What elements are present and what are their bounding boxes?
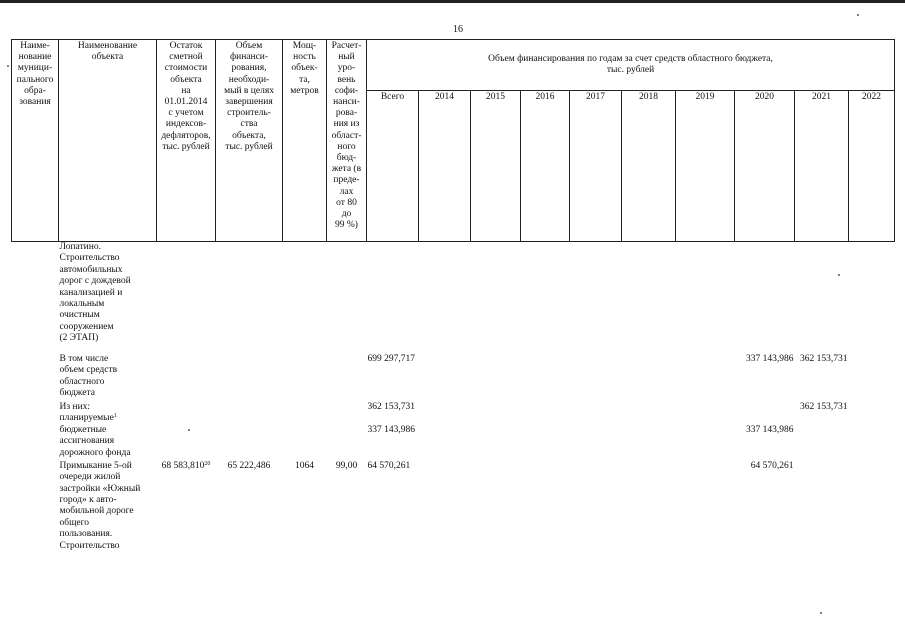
header-year-2019: 2019: [676, 91, 735, 242]
cell-2021: [795, 425, 849, 461]
cell-total: [367, 242, 419, 355]
header-municipality: Наиме- нование муници- пального обра- зования: [12, 40, 59, 242]
header-year-2022: 2022: [849, 91, 895, 242]
scan-speck: [188, 429, 190, 431]
table-row: [12, 402, 895, 425]
financing-table-container: [11, 39, 895, 552]
cell-total: 699 297,717: [367, 354, 415, 364]
header-balance: Остаток сметной стоимости объекта на 01.01.2014 с учетом индексов- дефляторов, тыс. рублей: [157, 40, 216, 242]
cell-object-name: Лопатино. Строительство автомобильных дорог с дождевой канализацией и локальным очистным сооружением (2 ЭТАП): [59, 242, 131, 344]
scan-speck: [820, 612, 822, 614]
header-year-2020: 2020: [735, 91, 795, 242]
cell-required: 65 222,486: [227, 460, 271, 471]
header-year-2018: 2018: [622, 91, 676, 242]
table-row: [12, 425, 895, 461]
cell-2021: 362 153,731: [800, 402, 848, 412]
cell-capacity: [283, 425, 327, 461]
cell-required: [216, 242, 283, 355]
cell-capacity: [283, 402, 327, 425]
balance-value: 68 583,810: [161, 460, 205, 471]
header-year-2015: 2015: [471, 91, 521, 242]
cell-total: 362 153,731: [367, 402, 415, 412]
cell-2020: [735, 242, 795, 355]
scan-speck: [7, 65, 9, 67]
cell-2020: 337 143,986: [746, 354, 794, 364]
cell-municipality: [12, 242, 59, 355]
cell-2020: 64 570,261: [750, 460, 794, 471]
cell-object-name: В том числе объем средств областного бюджета: [59, 354, 118, 399]
cell-level: [327, 402, 367, 425]
cell-total: 337 143,986: [367, 424, 415, 435]
header-capacity: Мощ- ность объек- та, метров: [283, 40, 327, 242]
cell-level: [327, 425, 367, 461]
cell-object-name: Примыкание 5-ой очереди жилой застройки «Южный город» к авто- мобильной дороге общего пользования. Строительство: [59, 460, 141, 551]
header-year-2014: 2014: [419, 91, 471, 242]
cell-balance: [157, 461, 216, 552]
cell-municipality: [12, 425, 59, 461]
financing-table: [11, 39, 895, 552]
cell-balance: [157, 242, 216, 355]
cell-object-name: [59, 402, 157, 425]
scan-speck: [838, 274, 840, 276]
table-row: [12, 242, 895, 355]
header-total: Всего: [367, 91, 419, 242]
cell-capacity: [283, 354, 327, 402]
header-year-2016: 2016: [521, 91, 570, 242]
cell-2021: [795, 461, 849, 552]
cell-capacity: [283, 242, 327, 355]
cell-balance: [157, 425, 216, 461]
cell-required: [216, 425, 283, 461]
cell-balance: [157, 402, 216, 425]
cell-level: [327, 354, 367, 402]
table-row: [12, 354, 895, 402]
cell-level: [327, 242, 367, 355]
cell-capacity: 1064: [295, 460, 314, 471]
cell-required: [216, 354, 283, 402]
cell-total: 64 570,261: [367, 460, 411, 471]
scan-speck: [857, 14, 859, 16]
header-cofinancing-level: Расчет- ный уро- вень софи- нанси- рова- ния из област- ного бюд- жета (в преде- лах от 80 до 99 %): [327, 40, 367, 242]
page-number: 16: [453, 24, 463, 35]
header-required-financing: Объем финанси- рования, необходи- мый в целях завершения строитель- ства объекта, тыс. рублей: [216, 40, 283, 242]
cell-balance: [157, 354, 216, 402]
header-year-2021: 2021: [795, 91, 849, 242]
footnote-marker: 20: [204, 460, 211, 467]
cell-required: [216, 402, 283, 425]
object-name-text: Из них: планируемые: [59, 402, 114, 424]
cell-2021: [795, 242, 849, 355]
cell-municipality: [12, 402, 59, 425]
cell-2020: [735, 402, 795, 425]
cell-municipality: [12, 354, 59, 402]
header-year-2017: 2017: [570, 91, 622, 242]
cell-2021: 362 153,731: [800, 354, 848, 364]
cell-2020: 337 143,986: [746, 424, 794, 435]
cell-object-name: бюджетные ассигнования дорожного фонда: [59, 424, 131, 458]
header-object-name: Наименование объекта: [59, 40, 157, 242]
header-row-top: [12, 40, 895, 91]
table-row: [12, 461, 895, 552]
top-border-line: [0, 0, 905, 3]
footnote-marker: 1: [113, 413, 117, 420]
cell-municipality: [12, 461, 59, 552]
cell-level: 99,00: [335, 460, 358, 471]
header-funding-title: Объем финансирования по годам за счет средств областного бюджета, тыс. рублей: [367, 40, 895, 91]
